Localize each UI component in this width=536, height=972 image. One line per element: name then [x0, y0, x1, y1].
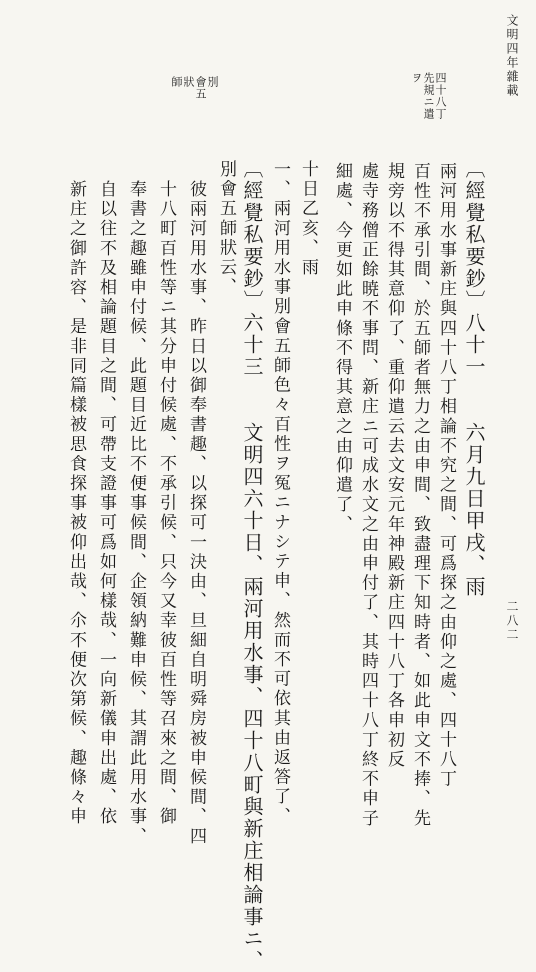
text-column-8: 一、兩河用水事別會五師色々百性ヲ冤ニナシテ申、然而不可依其由返答了、	[270, 160, 290, 827]
text-column-3: 百性不承引間、於五師者無力之由申間、致盡理下知時者、如此申文不捧、先	[410, 162, 430, 829]
margin-note-2-line-4: 師	[170, 76, 183, 88]
margin-note-1-line-2: 先規ニ遣	[422, 72, 435, 120]
text-column-14: 自以往不及相論題目之間、可帶支證事可爲如何樣哉、一向新儀申出處、依	[96, 180, 116, 827]
source-heading-1: 〔經覺私要鈔〕八十一 六月九日甲戌、雨	[462, 158, 486, 598]
date-line: 十日乙亥、雨	[298, 160, 318, 278]
text-column-12: 十八町百性等ニ其分申付候處、不承引候、只今又幸彼百性等召來之間、御	[156, 180, 176, 827]
running-head: 文明四年雜載	[505, 14, 519, 98]
margin-note-1-line-1: 四十八丁	[434, 72, 447, 120]
margin-note-2-line-1: 別	[206, 76, 219, 88]
page-number: 二八二	[505, 600, 519, 642]
text-column-11: 彼兩河用水事、昨日以御奉書趣、以探可一決由、旦細自明舜房被申候間、四	[186, 180, 206, 847]
margin-note-2-line-2: 會五	[194, 76, 207, 100]
text-column-15: 新庄之御許容、是非同篇樣被思食探事被仰出哉、尒不便次第候、趣條々申	[66, 180, 86, 827]
text-column-6: 細處、今更如此申條不得其意之由仰遣了、	[332, 162, 352, 535]
text-column-2: 兩河用水事新庄與四十八丁相論不究之間、可爲探之由仰之處、四十八丁	[436, 162, 456, 790]
text-column-13: 奉書之趣雖申付候、此題目近比不便事候間、企領納難申候、其謂此用水事、	[126, 180, 146, 847]
text-column-4: 規旁以不得其意仰了、重仰遣云去文安元年神殿新庄四十八丁各申初反	[384, 162, 404, 770]
margin-note-2-line-3: 狀	[182, 76, 195, 88]
text-column-5: 處寺務僧正餘暁不事問、新庄ニ可成水文之由申付了、其時四十八丁終不申子	[358, 162, 378, 829]
source-heading-2: 〔經覺私要鈔〕六十三 文明四六十日、兩河用水事、四十八町與新庄相論事ニ、	[240, 158, 264, 972]
margin-note-1-line-3: ヲ	[410, 72, 423, 84]
text-column-10: 別會五師狀云、	[216, 160, 236, 298]
